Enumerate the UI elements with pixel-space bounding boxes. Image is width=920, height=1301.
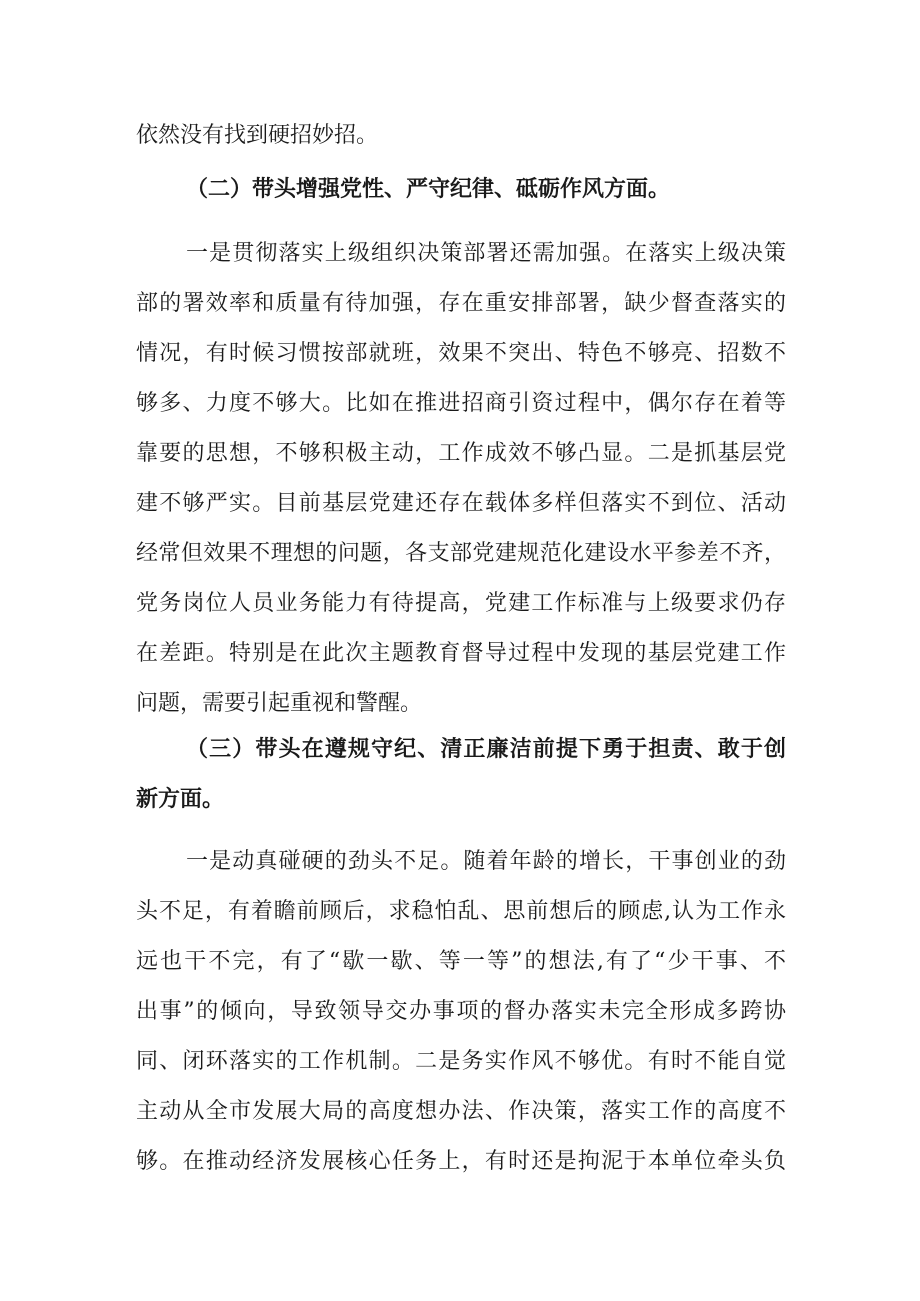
section-heading: （二）带头增强党性、严守纪律、砥砺作风方面。 xyxy=(186,177,671,202)
paragraph-line: 问题，需要引起重视和警醒。 xyxy=(136,691,423,716)
paragraph-line: 一是贯彻落实上级组织决策部署还需加强。在落实上级决策 xyxy=(186,241,786,266)
paragraph-line: 靠要的思想，不够积极主动，工作成效不够凸显。二是抓基层党 xyxy=(136,441,786,466)
paragraph-line: 同、闭环落实的工作机制。二是务实作风不够优。有时不能自觉 xyxy=(136,1049,786,1074)
paragraph-line: 够多、力度不够大。比如在推进招商引资过程中，偶尔存在着等 xyxy=(136,391,786,416)
paragraph-line: 够。在推动经济发展核心任务上，有时还是拘泥于本单位牵头负 xyxy=(136,1149,786,1174)
paragraph-line: 情况，有时候习惯按部就班，效果不突出、特色不够亮、招数不 xyxy=(136,341,786,366)
paragraph-line: 远也干不完，有了“歇一歇、等一等”的想法,有了“少干事、不 xyxy=(136,949,786,974)
paragraph-line: 部的署效率和质量有待加强，存在重安排部署，缺少督查落实的 xyxy=(136,291,786,316)
paragraph-line: 头不足，有着瞻前顾后，求稳怕乱、思前想后的顾虑,认为工作永 xyxy=(136,899,786,924)
section-heading: 新方面。 xyxy=(136,787,225,812)
paragraph-line: 经常但效果不理想的问题，各支部党建规范化建设水平参差不齐， xyxy=(136,541,786,566)
paragraph-line: 党务岗位人员业务能力有待提高，党建工作标准与上级要求仍存 xyxy=(136,591,786,616)
paragraph-line: 一是动真碰硬的劲头不足。随着年龄的增长，干事创业的劲 xyxy=(186,849,786,874)
paragraph-line: 依然没有找到硬招妙招。 xyxy=(136,123,379,148)
section-heading: （三）带头在遵规守纪、清正廉洁前提下勇于担责、敢于创 xyxy=(186,737,786,762)
paragraph-line: 在差距。特别是在此次主题教育督导过程中发现的基层党建工作 xyxy=(136,641,786,666)
paragraph-line: 出事”的倾向，导致领导交办事项的督办落实未完全形成多跨协 xyxy=(136,999,786,1024)
paragraph-line: 主动从全市发展大局的高度想办法、作决策，落实工作的高度不 xyxy=(136,1099,786,1124)
paragraph-line: 建不够严实。目前基层党建还存在载体多样但落实不到位、活动 xyxy=(136,491,786,516)
